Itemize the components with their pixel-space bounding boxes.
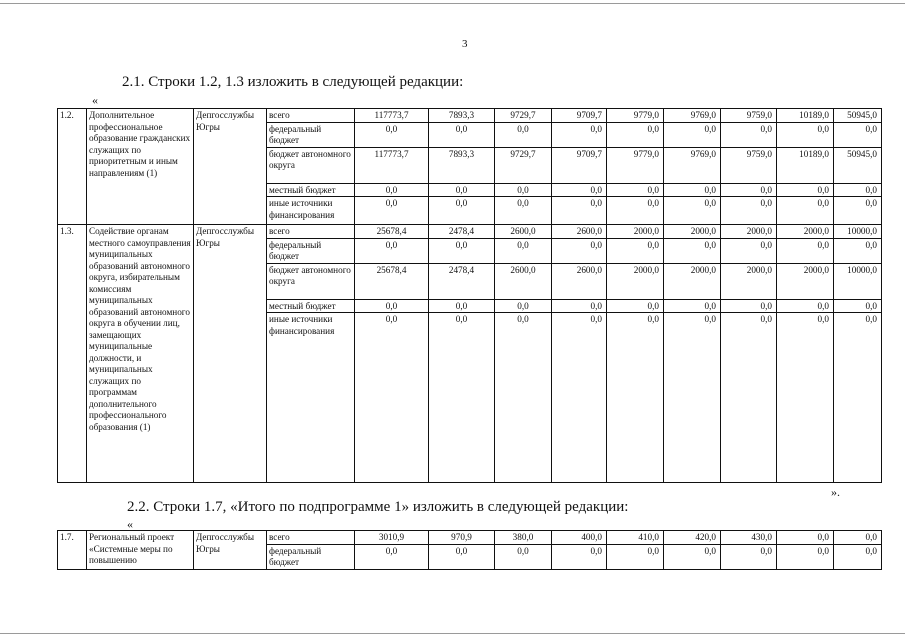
amount-cell: 50945,0 bbox=[834, 109, 882, 123]
amount-cell: 0,0 bbox=[607, 238, 664, 263]
amount-cell: 0,0 bbox=[552, 238, 607, 263]
amount-cell: 0,0 bbox=[429, 299, 495, 313]
amount-cell: 0,0 bbox=[664, 313, 721, 483]
open-quote-2: « bbox=[127, 517, 133, 531]
amount-cell: 0,0 bbox=[429, 313, 495, 483]
amount-cell: 3010,9 bbox=[355, 531, 429, 545]
amount-cell: 0,0 bbox=[429, 238, 495, 263]
funding-source: федеральный бюджет bbox=[267, 122, 355, 147]
amount-cell: 0,0 bbox=[721, 299, 777, 313]
amount-cell: 0,0 bbox=[355, 122, 429, 147]
amount-cell: 9729,7 bbox=[495, 109, 552, 123]
amount-cell: 0,0 bbox=[429, 197, 495, 225]
amount-cell: 0,0 bbox=[607, 313, 664, 483]
amount-cell: 0,0 bbox=[721, 544, 777, 569]
amount-cell: 9729,7 bbox=[495, 147, 552, 183]
amount-cell: 9779,0 bbox=[607, 147, 664, 183]
table-row bbox=[58, 225, 882, 239]
funding-source: всего bbox=[267, 225, 355, 239]
amount-cell: 0,0 bbox=[777, 183, 834, 197]
funding-source: иные источники финансирования bbox=[267, 313, 355, 483]
amount-cell: 2600,0 bbox=[552, 263, 607, 299]
amount-cell: 410,0 bbox=[607, 531, 664, 545]
amount-cell: 0,0 bbox=[355, 299, 429, 313]
amount-cell: 2000,0 bbox=[777, 263, 834, 299]
activity-name: Региональный проект «Системные меры по повышению bbox=[87, 531, 194, 570]
amount-cell: 0,0 bbox=[777, 238, 834, 263]
scan-edge-bottom bbox=[0, 633, 905, 634]
funding-source: местный бюджет bbox=[267, 183, 355, 197]
amount-cell: 0,0 bbox=[607, 299, 664, 313]
amount-cell: 9709,7 bbox=[552, 147, 607, 183]
amount-cell: 0,0 bbox=[721, 197, 777, 225]
funding-table-1 bbox=[57, 108, 882, 483]
amount-cell: 0,0 bbox=[552, 544, 607, 569]
amount-cell: 0,0 bbox=[834, 531, 882, 545]
funding-source: федеральный бюджет bbox=[267, 544, 355, 569]
amount-cell: 2600,0 bbox=[495, 263, 552, 299]
amount-cell: 0,0 bbox=[664, 299, 721, 313]
row-number: 1.2. bbox=[58, 109, 87, 225]
amount-cell: 0,0 bbox=[607, 544, 664, 569]
amount-cell: 25678,4 bbox=[355, 225, 429, 239]
amount-cell: 0,0 bbox=[552, 183, 607, 197]
amount-cell: 2600,0 bbox=[495, 225, 552, 239]
amount-cell: 117773,7 bbox=[355, 109, 429, 123]
amount-cell: 0,0 bbox=[664, 197, 721, 225]
amount-cell: 0,0 bbox=[495, 122, 552, 147]
amount-cell: 117773,7 bbox=[355, 147, 429, 183]
close-quote: ». bbox=[831, 485, 840, 499]
activity-name: Содействие органам местного самоуправления муниципальных образований автономного округа, избирательным комиссиям муниципальных образований автономного округа в обучении лиц, замещающих муниципальные должности, и муниципальных служащих по программам дополнительного профессионального образования (1) bbox=[87, 225, 194, 483]
amount-cell: 2478,4 bbox=[429, 263, 495, 299]
amount-cell: 0,0 bbox=[664, 544, 721, 569]
amount-cell: 0,0 bbox=[834, 313, 882, 483]
amount-cell: 0,0 bbox=[834, 197, 882, 225]
amount-cell: 0,0 bbox=[777, 313, 834, 483]
amount-cell: 0,0 bbox=[721, 183, 777, 197]
amount-cell: 2478,4 bbox=[429, 225, 495, 239]
amount-cell: 2000,0 bbox=[607, 263, 664, 299]
amount-cell: 0,0 bbox=[777, 531, 834, 545]
amount-cell: 9769,0 bbox=[664, 109, 721, 123]
amount-cell: 7893,3 bbox=[429, 147, 495, 183]
executor: Депгосслужбы Югры bbox=[194, 225, 267, 483]
table-row bbox=[58, 109, 882, 123]
amount-cell: 0,0 bbox=[495, 544, 552, 569]
amount-cell: 0,0 bbox=[607, 122, 664, 147]
amount-cell: 10000,0 bbox=[834, 263, 882, 299]
funding-table-2 bbox=[57, 530, 882, 570]
amount-cell: 0,0 bbox=[721, 313, 777, 483]
executor: Депгосслужбы Югры bbox=[194, 531, 267, 570]
amount-cell: 7893,3 bbox=[429, 109, 495, 123]
amount-cell: 0,0 bbox=[721, 238, 777, 263]
amount-cell: 0,0 bbox=[834, 183, 882, 197]
amount-cell: 420,0 bbox=[664, 531, 721, 545]
amount-cell: 10189,0 bbox=[777, 147, 834, 183]
funding-source: местный бюджет bbox=[267, 299, 355, 313]
amount-cell: 0,0 bbox=[552, 313, 607, 483]
amount-cell: 0,0 bbox=[355, 197, 429, 225]
amount-cell: 0,0 bbox=[552, 122, 607, 147]
amount-cell: 0,0 bbox=[834, 544, 882, 569]
amount-cell: 0,0 bbox=[429, 183, 495, 197]
amount-cell: 2000,0 bbox=[777, 225, 834, 239]
funding-source: всего bbox=[267, 531, 355, 545]
amount-cell: 0,0 bbox=[664, 238, 721, 263]
funding-source: бюджет автономного округа bbox=[267, 263, 355, 299]
funding-source: всего bbox=[267, 109, 355, 123]
amount-cell: 380,0 bbox=[495, 531, 552, 545]
amount-cell: 9709,7 bbox=[552, 109, 607, 123]
amount-cell: 0,0 bbox=[721, 122, 777, 147]
funding-source: иные источники финансирования bbox=[267, 197, 355, 225]
amount-cell: 2600,0 bbox=[552, 225, 607, 239]
amount-cell: 0,0 bbox=[664, 183, 721, 197]
amount-cell: 430,0 bbox=[721, 531, 777, 545]
amount-cell: 0,0 bbox=[495, 313, 552, 483]
row-number: 1.7. bbox=[58, 531, 87, 570]
amount-cell: 0,0 bbox=[552, 299, 607, 313]
amount-cell: 9759,0 bbox=[721, 109, 777, 123]
amount-cell: 0,0 bbox=[355, 238, 429, 263]
amount-cell: 10000,0 bbox=[834, 225, 882, 239]
amount-cell: 0,0 bbox=[834, 238, 882, 263]
amount-cell: 2000,0 bbox=[721, 263, 777, 299]
amount-cell: 25678,4 bbox=[355, 263, 429, 299]
amount-cell: 0,0 bbox=[777, 197, 834, 225]
activity-name: Дополнительное профессиональное образование гражданских служащих по приоритетным и иным направлениям (1) bbox=[87, 109, 194, 225]
amount-cell: 2000,0 bbox=[721, 225, 777, 239]
amount-cell: 0,0 bbox=[495, 183, 552, 197]
section-heading-2-2: 2.2. Строки 1.7, «Итого по подпрограмме 1» изложить в следующей редакции: bbox=[127, 499, 629, 515]
amount-cell: 10189,0 bbox=[777, 109, 834, 123]
amount-cell: 0,0 bbox=[777, 544, 834, 569]
amount-cell: 9769,0 bbox=[664, 147, 721, 183]
amount-cell: 0,0 bbox=[355, 183, 429, 197]
amount-cell: 50945,0 bbox=[834, 147, 882, 183]
amount-cell: 2000,0 bbox=[664, 225, 721, 239]
executor: Депгосслужбы Югры bbox=[194, 109, 267, 225]
amount-cell: 0,0 bbox=[429, 544, 495, 569]
amount-cell: 2000,0 bbox=[607, 225, 664, 239]
amount-cell: 0,0 bbox=[834, 299, 882, 313]
amount-cell: 970,9 bbox=[429, 531, 495, 545]
amount-cell: 0,0 bbox=[495, 238, 552, 263]
amount-cell: 0,0 bbox=[429, 122, 495, 147]
amount-cell: 0,0 bbox=[777, 122, 834, 147]
amount-cell: 0,0 bbox=[777, 299, 834, 313]
amount-cell: 0,0 bbox=[495, 299, 552, 313]
table-row bbox=[58, 531, 882, 545]
amount-cell: 0,0 bbox=[355, 313, 429, 483]
row-number: 1.3. bbox=[58, 225, 87, 483]
funding-source: федеральный бюджет bbox=[267, 238, 355, 263]
amount-cell: 400,0 bbox=[552, 531, 607, 545]
amount-cell: 9779,0 bbox=[607, 109, 664, 123]
funding-source: бюджет автономного округа bbox=[267, 147, 355, 183]
open-quote-1: « bbox=[92, 93, 98, 107]
amount-cell: 0,0 bbox=[552, 197, 607, 225]
amount-cell: 0,0 bbox=[607, 197, 664, 225]
amount-cell: 0,0 bbox=[664, 122, 721, 147]
amount-cell: 0,0 bbox=[607, 183, 664, 197]
section-heading-2-1: 2.1. Строки 1.2, 1.3 изложить в следующей редакции: bbox=[122, 74, 464, 90]
amount-cell: 0,0 bbox=[495, 197, 552, 225]
scan-edge-top bbox=[0, 3, 905, 4]
amount-cell: 0,0 bbox=[355, 544, 429, 569]
amount-cell: 9759,0 bbox=[721, 147, 777, 183]
amount-cell: 0,0 bbox=[834, 122, 882, 147]
page-number: 3 bbox=[462, 38, 468, 50]
amount-cell: 2000,0 bbox=[664, 263, 721, 299]
